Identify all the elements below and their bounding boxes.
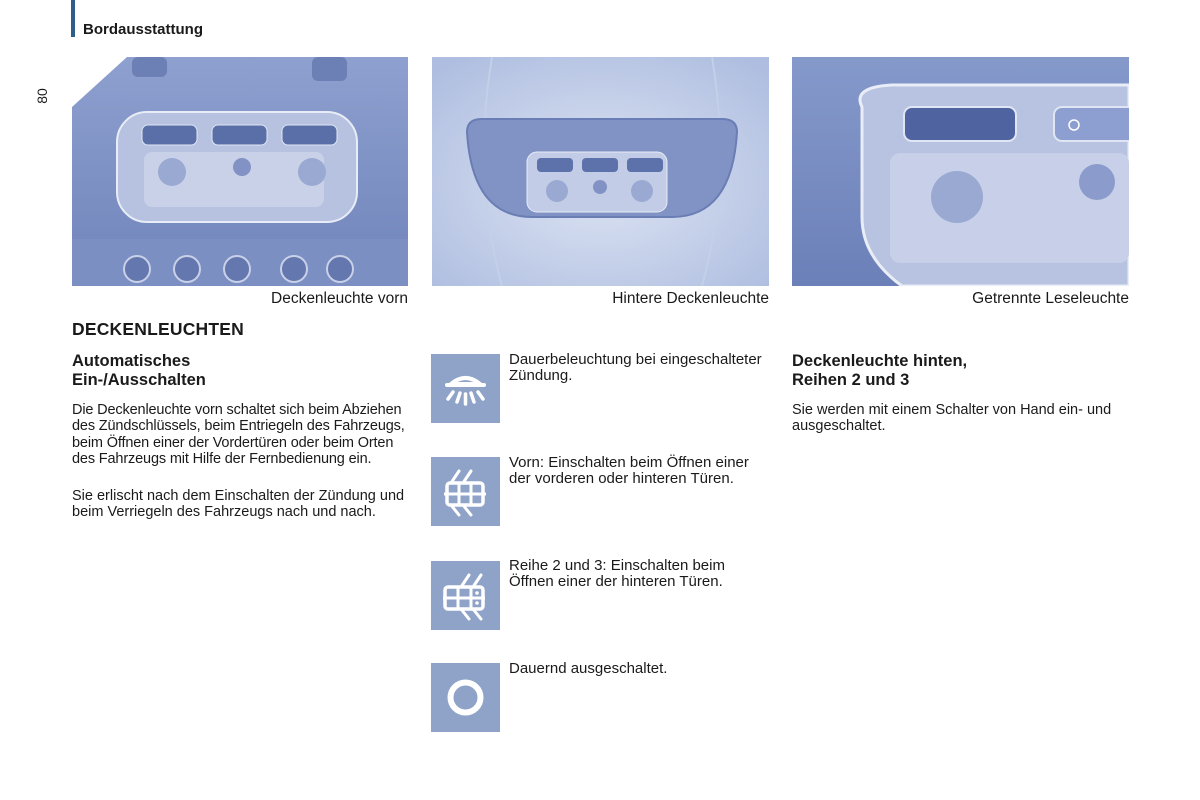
header-accent-bar — [71, 0, 75, 37]
subheading-rear-rows — [792, 352, 1122, 390]
off-circle-icon — [431, 663, 500, 732]
page-number: 80 — [33, 88, 50, 104]
mode-text-front: Vorn: Einschalten beim Öffnen einer der vorderen oder hinteren Türen. — [509, 454, 749, 488]
paragraph-automatic-off: Sie erlischt nach dem Einschalten der Zündung und beim Verriegeln des Fahrzeugs nach und nach. — [72, 488, 405, 521]
photo-caption-rear: Hintere Deckenleuchte — [612, 290, 769, 307]
mode-text-off: Dauernd ausgeschaltet. — [509, 660, 668, 677]
section-title: Bordausstattung — [83, 21, 203, 38]
subheading-automatic-line1: Automatisches — [72, 352, 191, 370]
subheading-automatic — [72, 352, 402, 390]
front-doors-icon — [431, 457, 500, 526]
mode-text-permanent: Dauerbeleuchtung bei eingeschalteter Zündung. — [509, 351, 762, 385]
photo-reading-light — [792, 57, 1129, 286]
rear-doors-icon — [431, 561, 500, 630]
photo-caption-reading: Getrennte Leseleuchte — [972, 290, 1129, 307]
subheading-rear-rows-line2: Reihen 2 und 3 — [792, 371, 910, 389]
subheading-rear-rows-line1: Deckenleuchte hinten, — [792, 352, 968, 370]
lamp-on-icon — [431, 354, 500, 423]
paragraph-automatic-on: Die Deckenleuchte vorn schaltet sich beim Abziehen des Zündschlüssels, beim Entriegeln des Fahrzeugs, beim Öffnen einer der Vordertüren oder beim Orten des Fahrzeugs mit Hilfe der Fernbedienung ein. — [72, 402, 405, 467]
main-heading: DECKENLEUCHTEN — [72, 319, 244, 339]
paragraph-rear-rows: Sie werden mit einem Schalter von Hand ein- und ausgeschaltet. — [792, 402, 1112, 435]
subheading-automatic-line2: Ein-/Ausschalten — [72, 371, 206, 389]
mode-text-rear: Reihe 2 und 3: Einschalten beim Öffnen einer der hinteren Türen. — [509, 557, 725, 591]
photo-caption-front: Deckenleuchte vorn — [271, 290, 408, 307]
photo-rear-ceiling-light — [432, 57, 769, 286]
photo-front-ceiling-light — [72, 57, 408, 286]
